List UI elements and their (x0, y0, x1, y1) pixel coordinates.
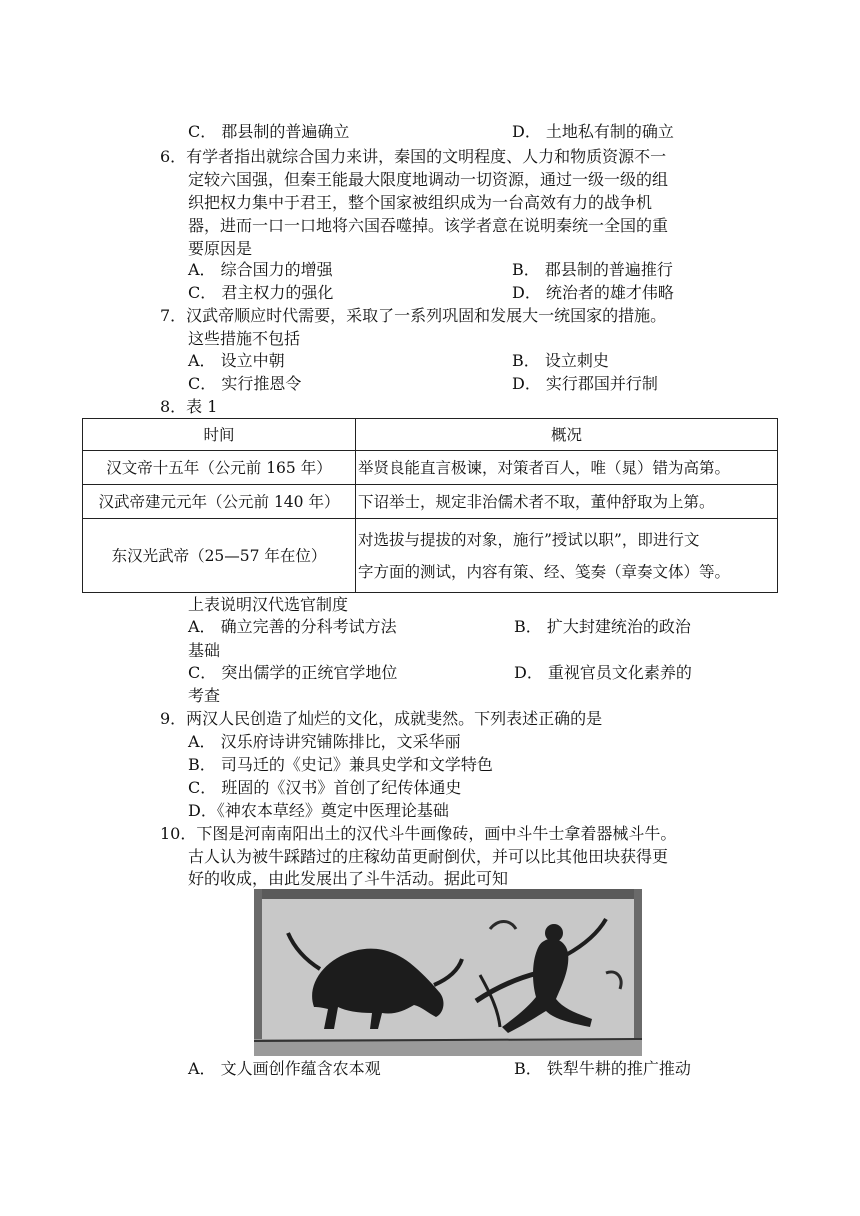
q7-option-a: A． 设立中朝 (188, 351, 285, 370)
table-cell-overview-line-1: 对选拔与提拔的对象，施行”授试以职”，即进行文 (358, 530, 700, 549)
table-1 (82, 418, 778, 593)
q6-stem-line-1: 6．有学者指出就综合国力来讲，秦国的文明程度、人力和物质资源不一 (160, 147, 667, 166)
q7-stem-line-2: 这些措施不包括 (188, 329, 301, 348)
q6-option-d: D． 统治者的雄才伟略 (512, 283, 674, 302)
q5-option-c: C． 郡县制的普遍确立 (188, 122, 350, 141)
q9-option-c: C． 班固的《汉书》首创了纪传体通史 (188, 778, 462, 797)
q8-option-d-continued: 考查 (188, 686, 221, 705)
q7-stem-line-1: 7．汉武帝顺应时代需要，采取了一系列巩固和发展大一统国家的措施。 (160, 306, 667, 325)
q9-option-b: B． 司马迁的《史记》兼具史学和文学特色 (188, 755, 493, 774)
q6-option-b: B． 郡县制的普遍推行 (512, 260, 673, 279)
q8-stem: 上表说明汉代选官制度 (188, 595, 349, 614)
table-row (83, 519, 778, 593)
q10-stem-line-2: 古人认为被牛踩踏过的庄稼幼苗更耐倒伏，并可以比其他田块获得更 (188, 847, 669, 866)
q6-stem-line-5: 要原因是 (188, 239, 253, 258)
q8-option-b: B． 扩大封建统治的政治 (514, 617, 691, 636)
q10-option-a: A． 文人画创作蕴含农本观 (188, 1059, 381, 1078)
q8-option-c: C． 突出儒学的正统官学地位 (188, 663, 398, 682)
q7-option-d: D． 实行郡国并行制 (512, 374, 658, 393)
q9-stem: 9．两汉人民创造了灿烂的文化，成就斐然。下列表述正确的是 (160, 709, 603, 728)
table-cell-time: 汉武帝建元元年（公元前 140 年） (83, 485, 356, 519)
table-cell-time: 东汉光武帝（25—57 年在位） (83, 519, 356, 593)
table-cell-overview (356, 519, 778, 593)
bullfight-brick-image (254, 889, 642, 1056)
q6-option-c: C． 君主权力的强化 (188, 283, 334, 302)
table-header-row (83, 419, 778, 451)
q8-option-a: A． 确立完善的分科考试方法 (188, 617, 397, 636)
q6-stem-line-4: 器，进而一口一口地将六国吞噬掉。该学者意在说明秦统一全国的重 (188, 216, 669, 235)
q9-option-d: D．《神农本草经》奠定中医理论基础 (188, 801, 449, 820)
q7-option-c: C． 实行推恩令 (188, 374, 302, 393)
table-header-time: 时间 (83, 419, 356, 451)
q5-option-d: D． 土地私有制的确立 (512, 122, 674, 141)
table-cell-time: 汉文帝十五年（公元前 165 年） (83, 451, 356, 485)
q6-option-a: A． 综合国力的增强 (188, 260, 333, 279)
q10-stem-line-3: 好的收成，由此发展出了斗牛活动。据此可知 (188, 869, 509, 888)
q6-stem-line-3: 织把权力集中于君王，整个国家被组织成为一台高效有力的战争机 (188, 193, 653, 212)
q10-option-b: B． 铁犁牛耕的推广推动 (514, 1059, 691, 1078)
table-row (83, 485, 778, 519)
table-cell-overview-line-2: 字方面的测试，内容有策、经、笺奏（章奏文体）等。 (358, 562, 731, 581)
q8-table-label: 8．表 1 (160, 397, 218, 416)
q6-stem-line-2: 定较六国强，但秦王能最大限度地调动一切资源，通过一级一级的组 (188, 170, 669, 189)
q8-option-b-continued: 基础 (188, 641, 221, 660)
table-header-overview: 概况 (356, 419, 778, 451)
q8-option-d: D． 重视官员文化素养的 (514, 663, 692, 682)
table-row (83, 451, 778, 485)
q10-stem-line-1: 10．下图是河南南阳出土的汉代斗牛画像砖，画中斗牛士拿着器械斗牛。 (160, 824, 677, 843)
q7-option-b: B． 设立刺史 (512, 351, 609, 370)
q9-option-a: A． 汉乐府诗讲究铺陈排比，文采华丽 (188, 732, 461, 751)
table-cell-overview: 举贤良能直言极谏，对策者百人，唯（晁）错为高第。 (356, 451, 778, 485)
bullfight-brick-illustration (254, 889, 642, 1056)
table-cell-overview: 下诏举士，规定非治儒术者不取，董仲舒取为上第。 (356, 485, 778, 519)
